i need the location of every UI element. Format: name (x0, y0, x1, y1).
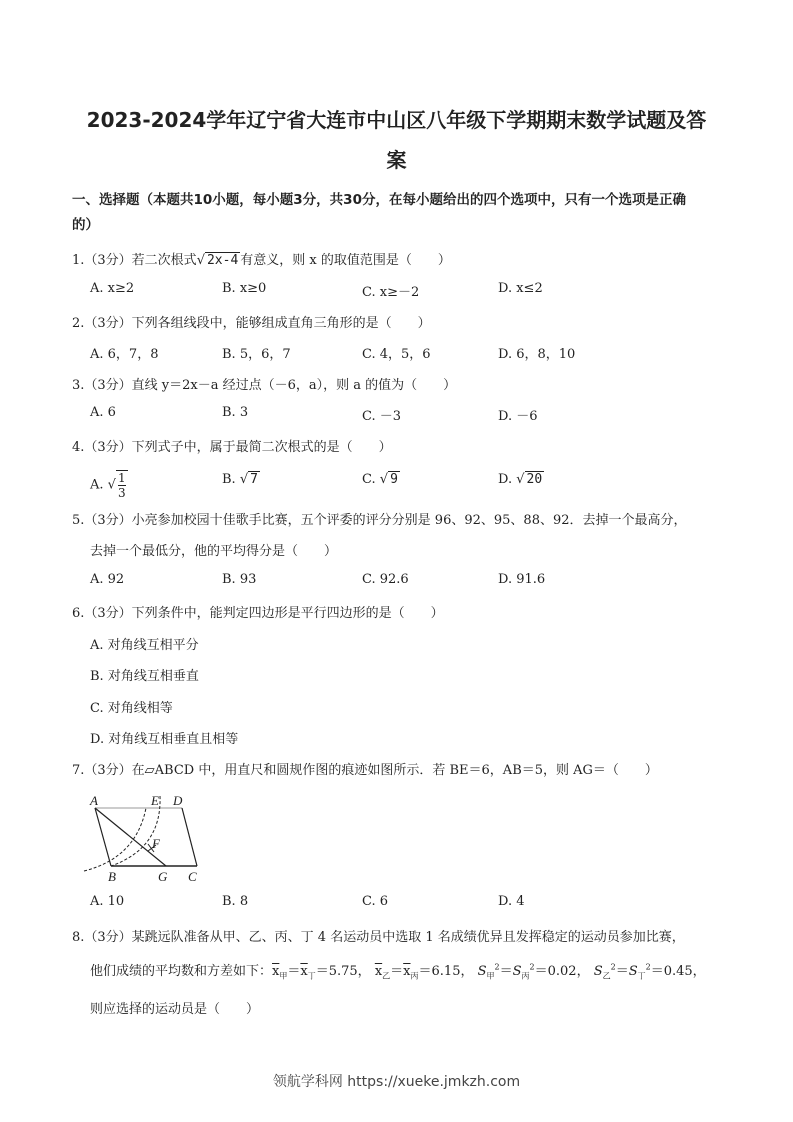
option-label: A. (90, 477, 104, 493)
equals: ＝ (615, 964, 629, 979)
subscript: 丁 (307, 971, 316, 981)
section-heading-cont: 的） (72, 217, 99, 233)
question-8-cont: 则应选择的运动员是（ ） (90, 1002, 260, 1017)
option-d: D. 对角线互相垂直且相等 (90, 732, 239, 747)
option-a: A. x≥2 (90, 281, 135, 296)
option-c: C. －3 (362, 409, 402, 424)
option-d: D. 4 (498, 894, 525, 909)
option-a: A. √ $\frac{1}{3}$ (90, 471, 126, 500)
question-8: 8.（3分）某跳远队准备从甲、乙、丙、丁 4 名运动员中选取 1 名成绩优异且发挥稳定的运动员参加比赛， (72, 930, 685, 945)
q5-options (90, 572, 690, 590)
option-d: D. －6 (498, 409, 538, 424)
option-c: C. 92.6 (362, 572, 409, 587)
sqrt-expression: √ 7 (239, 472, 258, 487)
option-label: B. (222, 472, 236, 487)
mean-symbol: $\overline{x}$ (403, 964, 411, 979)
parallelogram-figure (80, 788, 220, 886)
label-a: A (90, 793, 98, 808)
question-7: 7.（3分）在▱ABCD 中，用直尺和圆规作图的痕迹如图所示．若 BE＝6，AB＝5，则 AG＝（ ） (72, 763, 658, 778)
option-d (498, 472, 544, 487)
superscript: 2 (645, 962, 651, 972)
radicand: 9 (390, 472, 398, 487)
q1-options (90, 281, 690, 299)
option-d: D. 6，8，10 (498, 347, 576, 362)
variance-symbol: S (477, 964, 487, 979)
equals: ＝ (499, 964, 513, 979)
subscript: 丁 (637, 971, 646, 981)
value: ＝0.45， (650, 964, 706, 979)
option-c: C. 4，5，6 (362, 347, 431, 362)
subscript: 丙 (410, 971, 419, 981)
fraction (116, 470, 128, 500)
option-b: B. x≥0 (222, 281, 267, 296)
subscript: 甲 (486, 971, 495, 981)
option-a: A. 92 (90, 572, 125, 587)
question-6: 6.（3分）下列条件中，能判定四边形是平行四边形的是（ ） (72, 606, 444, 621)
mean-symbol: $\overline{x}$ (300, 964, 308, 979)
label-d: D (173, 793, 183, 808)
option-c (362, 472, 400, 487)
option-b (222, 472, 260, 487)
option-d: D. 91.6 (498, 572, 546, 587)
label-f: F (152, 836, 160, 851)
option-c: C. 对角线相等 (90, 701, 173, 716)
superscript: 2 (494, 962, 500, 972)
q1-text: 1.（3分）若二次根式 (72, 253, 197, 268)
subscript: 乙 (382, 971, 391, 981)
section-heading: 一、选择题（本题共10小题，每小题3分，共30分，在每小题给出的四个选项中，只有一个选项是正确 (72, 192, 686, 208)
option-label: C. (362, 472, 376, 487)
option-c: C. 6 (362, 894, 389, 909)
question-5: 5.（3分）小亮参加校园十佳歌手比赛，五个评委的评分分别是 96、92、95、88、92．去掉一个最高分， (72, 513, 687, 528)
subscript: 甲 (279, 971, 288, 981)
mean-symbol: $\overline{x}$ (374, 964, 383, 979)
option-d: D. x≤2 (498, 281, 543, 296)
numerator: 1 (117, 471, 126, 485)
label-b: B (108, 869, 116, 884)
value: ＝0.02， (534, 964, 590, 979)
question-3: 3.（3分）直线 y＝2x－a 经过点（－6，a），则 a 的值为（ ） (72, 378, 457, 393)
label-c: C (188, 869, 197, 884)
radicand: 20 (526, 472, 543, 487)
option-a: A. 6 (90, 405, 116, 420)
option-a: A. 6，7，8 (90, 347, 159, 362)
radicand: 2x-4 (206, 253, 239, 268)
doc-title-cont: 案 (386, 148, 407, 172)
q4-options (90, 462, 690, 502)
question-4: 4.（3分）下列式子中，属于最简二次根式的是（ ） (72, 440, 392, 455)
option-b: B. 5，6，7 (222, 347, 291, 362)
sqrt-expression: √ 20 (516, 472, 543, 487)
value: ＝5.75， (315, 964, 371, 979)
q1-text-end: 有意义，则 x 的取值范围是（ ） (240, 253, 451, 268)
option-b: B. 3 (222, 405, 249, 420)
q3-options (90, 405, 690, 423)
option-label: D. (498, 472, 513, 487)
question-2: 2.（3分）下列各组线段中，能够组成直角三角形的是（ ） (72, 316, 431, 331)
option-c: C. x≥－2 (362, 285, 420, 300)
label-g: G (158, 869, 168, 884)
question-8-formula (90, 960, 706, 982)
subscript: 乙 (602, 971, 611, 981)
option-a: A. 10 (90, 894, 125, 909)
sqrt-expression: √ 9 (379, 472, 398, 487)
superscript: 2 (529, 962, 535, 972)
superscript: 2 (610, 962, 616, 972)
subscript: 丙 (521, 971, 530, 981)
doc-title: 2023-2024学年辽宁省大连市中山区八年级下学期期末数学试题及答 (86, 108, 707, 132)
question-5-cont: 去掉一个最低分，他的平均得分是（ ） (90, 544, 338, 559)
variance-symbol: S (593, 964, 603, 979)
variance-symbol: S (628, 964, 638, 979)
equals: ＝ (390, 964, 404, 979)
option-a: A. 对角线互相平分 (90, 638, 199, 653)
q2-options (90, 343, 690, 361)
value: ＝6.15， (418, 964, 474, 979)
q7-options (90, 894, 690, 912)
variance-symbol: S (512, 964, 522, 979)
option-b: B. 93 (222, 572, 257, 587)
label-e: E (151, 793, 159, 808)
option-b: B. 8 (222, 894, 249, 909)
mean-symbol: $\overline{x}$ (272, 964, 280, 979)
question-1 (72, 249, 451, 268)
option-b: B. 对角线互相垂直 (90, 669, 199, 684)
denominator: 3 (117, 486, 126, 500)
radicand: 7 (250, 472, 258, 487)
q8-text: 他们成绩的平均数和方差如下： (90, 964, 273, 979)
footer-watermark: 领航学科网 https://xueke.jmkzh.com (272, 1074, 521, 1090)
sqrt-expression: √ 2x-4 (196, 253, 239, 268)
equals: ＝ (287, 964, 301, 979)
